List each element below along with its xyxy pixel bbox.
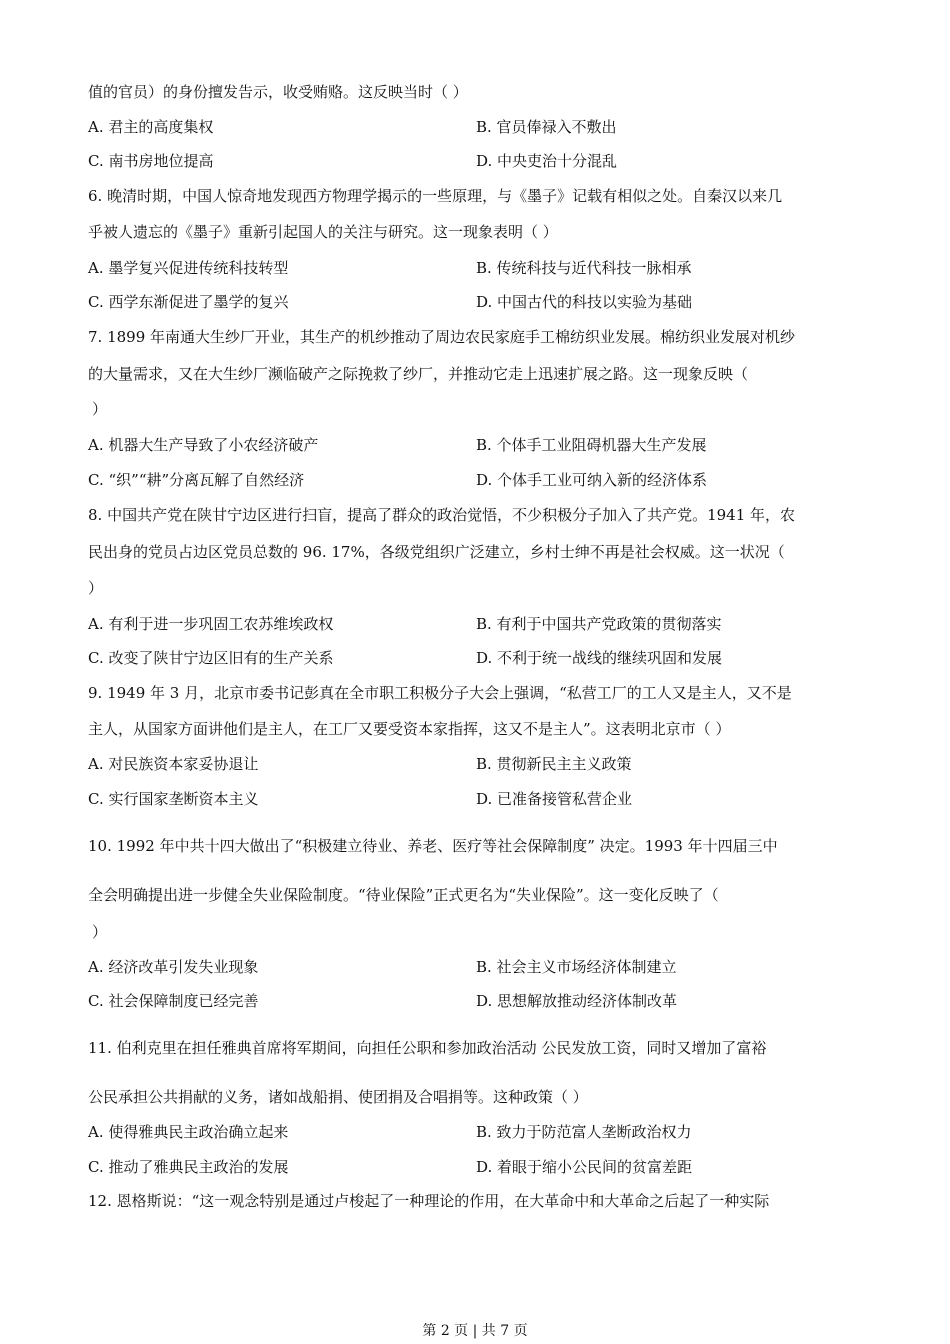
q11-option-b: B. 致力于防范富人垄断政治权力 bbox=[476, 1123, 692, 1141]
q9-stem-line-2: 主人，从国家方面讲他们是主人，在工厂又要受资本家指挥，这又不是主人”。这表明北京市（ ） bbox=[88, 720, 731, 738]
q10-option-d: D. 思想解放推动经济体制改革 bbox=[476, 992, 678, 1010]
q5-option-a: A. 君主的高度集权 bbox=[88, 118, 214, 136]
q8-stem-line-1: 8. 中国共产党在陕甘宁边区进行扫盲，提高了群众的政治觉悟，不少积极分子加入了共产党。1941 年，农 bbox=[88, 506, 796, 524]
q10-stem-line-3: ） bbox=[92, 923, 108, 941]
q10-stem-line-2: 全会明确提出进一步健全失业保险制度。“待业保险”正式更名为“失业保险”。这一变化反映了（ bbox=[88, 886, 719, 904]
q7-option-b: B. 个体手工业阻碍机器大生产发展 bbox=[476, 436, 707, 454]
q8-option-d: D. 不利于统一战线的继续巩固和发展 bbox=[476, 649, 723, 667]
q6-stem-line-2: 乎被人遗忘的《墨子》重新引起国人的关注与研究。这一现象表明（ ） bbox=[88, 223, 558, 241]
q8-option-b: B. 有利于中国共产党政策的贯彻落实 bbox=[476, 615, 722, 633]
q7-option-d: D. 个体手工业可纳入新的经济体系 bbox=[476, 471, 708, 489]
page-footer: 第 2 页 | 共 7 页 bbox=[422, 1323, 528, 1339]
q9-option-c: C. 实行国家垄断资本主义 bbox=[88, 790, 259, 808]
q11-option-a: A. 使得雅典民主政治确立起来 bbox=[88, 1123, 289, 1141]
q5-option-c: C. 南书房地位提高 bbox=[88, 152, 214, 170]
q7-stem-line-2: 的大量需求，又在大生纱厂濒临破产之际挽救了纱厂，并推动它走上迅速扩展之路。这一现象反映（ bbox=[88, 365, 749, 383]
q11-option-d: D. 着眼于缩小公民间的贫富差距 bbox=[476, 1158, 693, 1176]
q6-option-d: D. 中国古代的科技以实验为基础 bbox=[476, 293, 693, 311]
q9-option-a: A. 对民族资本家妥协退让 bbox=[88, 755, 259, 773]
q5-stem-line: 值的官员）的身份擅发告示，收受贿赂。这反映当时（ ） bbox=[88, 83, 468, 101]
q8-stem-line-2: 民出身的党员占边区党员总数的 96. 17%，各级党组织广泛建立，乡村士绅不再是社会权威。这一状况（ bbox=[88, 543, 785, 561]
q7-stem-line-1: 7. 1899 年南通大生纱厂开业，其生产的机纱推动了周边农民家庭手工棉纺织业发展。棉纺织业发展对机纱 bbox=[88, 328, 796, 346]
q6-stem-line-1: 6. 晚清时期，中国人惊奇地发现西方物理学揭示的一些原理，与《墨子》记载有相似之处。自秦汉以来几 bbox=[88, 187, 783, 205]
q10-stem-line-1: 10. 1992 年中共十四大做出了“积极建立待业、养老、医疗等社会保障制度” 决定。1993 年十四届三中 bbox=[88, 837, 778, 855]
q8-option-a: A. 有利于进一步巩固工农苏维埃政权 bbox=[88, 615, 334, 633]
q7-option-a: A. 机器大生产导致了小农经济破产 bbox=[88, 436, 319, 454]
q8-option-c: C. 改变了陕甘宁边区旧有的生产关系 bbox=[88, 649, 334, 667]
q5-option-b: B. 官员俸禄入不敷出 bbox=[476, 118, 617, 136]
q9-stem-line-1: 9. 1949 年 3 月，北京市委书记彭真在全市职工积极分子大会上强调，“私营工厂的工人又是主人，又不是 bbox=[88, 684, 792, 702]
q9-option-d: D. 已准备接管私营企业 bbox=[476, 790, 633, 808]
q10-option-c: C. 社会保障制度已经完善 bbox=[88, 992, 259, 1010]
q10-option-a: A. 经济改革引发失业现象 bbox=[88, 958, 259, 976]
q11-stem-line-2: 公民承担公共捐献的义务，诸如战船捐、使团捐及合唱捐等。这种政策（ ） bbox=[88, 1088, 588, 1106]
q10-option-b: B. 社会主义市场经济体制建立 bbox=[476, 958, 677, 976]
q6-option-c: C. 西学东渐促进了墨学的复兴 bbox=[88, 293, 289, 311]
q11-option-c: C. 推动了雅典民主政治的发展 bbox=[88, 1158, 289, 1176]
q5-option-d: D. 中央吏治十分混乱 bbox=[476, 152, 618, 170]
q6-option-a: A. 墨学复兴促进传统科技转型 bbox=[88, 259, 289, 277]
q9-option-b: B. 贯彻新民主主义政策 bbox=[476, 755, 632, 773]
q6-option-b: B. 传统科技与近代科技一脉相承 bbox=[476, 259, 692, 277]
q12-stem-line-1: 12. 恩格斯说：“这一观念特别是通过卢梭起了一种理论的作用，在大革命中和大革命之后起了一种实际 bbox=[88, 1192, 770, 1210]
q7-option-c: C. “织”“耕”分离瓦解了自然经济 bbox=[88, 471, 305, 489]
q11-stem-line-1: 11. 伯利克里在担任雅典首席将军期间，向担任公职和参加政治活动 公民发放工资，同时又增加了富裕 bbox=[88, 1039, 767, 1057]
q8-stem-line-3: ） bbox=[88, 579, 104, 597]
q7-stem-line-3: ） bbox=[92, 400, 108, 418]
